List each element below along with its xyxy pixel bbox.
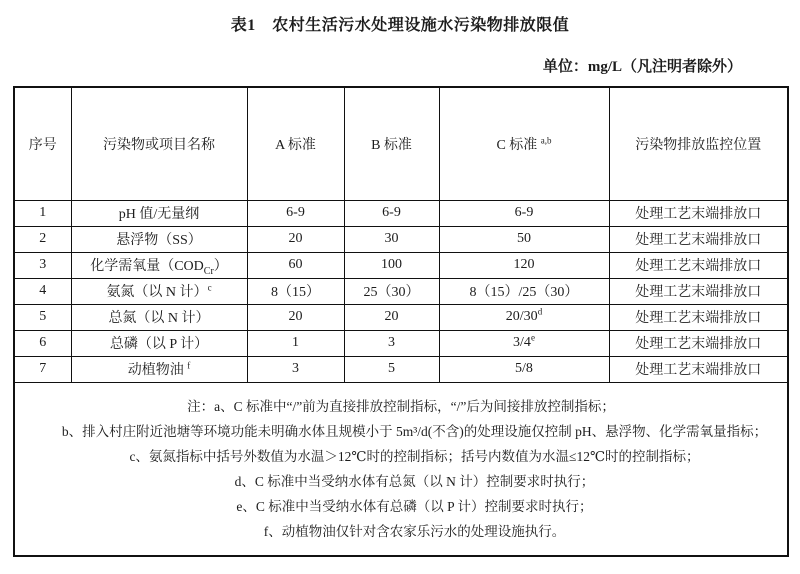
- cell-standard-b: 30: [344, 226, 439, 252]
- header-label: 序号: [28, 137, 57, 153]
- col-header-monitoring-location: [609, 87, 788, 200]
- cell-seq: 1: [14, 200, 71, 226]
- emission-limits-table: [13, 86, 789, 557]
- cell-standard-b: 20: [344, 304, 439, 330]
- cell-standard-c: [439, 278, 609, 304]
- pollutant-name-superscript: f: [187, 360, 191, 371]
- cell-standard-a: 60: [247, 252, 344, 278]
- note-c: c、氨氮指标中括号外数值为水温＞12℃时的控制指标；括号内数值为水温≤12℃时的控制指标；: [129, 448, 700, 464]
- header-label: A 标准: [275, 137, 316, 153]
- pollutant-name-text: 氨氮（以 N 计）: [106, 285, 208, 300]
- pollutant-name-text-end: ）: [213, 259, 228, 274]
- cell-pollutant-name: [71, 226, 247, 252]
- note-f: f、动植物油仅针对含农家乐污水的处理设施执行。: [263, 523, 566, 539]
- standard-c-value: 6-9: [514, 205, 534, 220]
- table-row: [14, 304, 788, 330]
- cell-pollutant-name: [71, 200, 247, 226]
- standard-c-value: 5/8: [515, 361, 533, 376]
- pollutant-name-text: 化学需氧量（COD: [90, 259, 204, 274]
- pollutant-name-subscript: Cr: [203, 265, 214, 277]
- header-superscript: a,b: [540, 135, 552, 146]
- standard-c-value: 50: [517, 231, 531, 246]
- col-header-standard-b: [344, 87, 439, 200]
- notes-row: [14, 382, 788, 556]
- table-row: [14, 278, 788, 304]
- col-header-seq: [14, 87, 71, 200]
- header-label: 污染物排放监控位置: [635, 137, 762, 153]
- cell-standard-a: 6-9: [247, 200, 344, 226]
- notes-cell: [14, 382, 788, 556]
- cell-monitoring-location: 处理工艺末端排放口: [609, 226, 788, 252]
- cell-monitoring-location: 处理工艺末端排放口: [609, 330, 788, 356]
- table-row: [14, 226, 788, 252]
- cell-standard-c: [439, 304, 609, 330]
- cell-standard-a: 20: [247, 226, 344, 252]
- cell-pollutant-name: [71, 356, 247, 382]
- pollutant-name-superscript: c: [207, 282, 212, 293]
- cell-standard-a: 20: [247, 304, 344, 330]
- header-label: B 标准: [371, 137, 412, 153]
- cell-standard-b: 100: [344, 252, 439, 278]
- table-row: [14, 252, 788, 278]
- cell-seq: 6: [14, 330, 71, 356]
- table-row: [14, 356, 788, 382]
- cell-pollutant-name: [71, 278, 247, 304]
- cell-standard-c: [439, 330, 609, 356]
- standard-c-value: 120: [513, 257, 535, 272]
- cell-standard-b: 5: [344, 356, 439, 382]
- standard-c-value: 20/30: [505, 309, 538, 324]
- cell-monitoring-location: 处理工艺末端排放口: [609, 200, 788, 226]
- cell-standard-c: [439, 252, 609, 278]
- pollutant-name-text: pH 值/无量纲: [118, 207, 200, 222]
- standard-c-value: 3/4: [513, 335, 531, 350]
- cell-seq: 4: [14, 278, 71, 304]
- pollutant-name-text: 总磷（以 P 计）: [109, 337, 209, 352]
- note-a: 注：a、C 标准中“/”前为直接排放控制指标，“/”后为间接排放控制指标；: [187, 398, 615, 414]
- cell-standard-a: 1: [247, 330, 344, 356]
- cell-standard-c: [439, 356, 609, 382]
- cell-pollutant-name: [71, 304, 247, 330]
- table-row: [14, 330, 788, 356]
- pollutant-name-text: 悬浮物（SS）: [116, 233, 202, 248]
- table-body: [14, 200, 788, 382]
- table-footer: [14, 382, 788, 556]
- cell-standard-b: 25（30）: [344, 278, 439, 304]
- standard-c-superscript: d: [537, 306, 543, 317]
- cell-monitoring-location: 处理工艺末端排放口: [609, 304, 788, 330]
- cell-seq: 7: [14, 356, 71, 382]
- pollutant-name-text: 动植物油: [127, 363, 188, 378]
- note-d: d、C 标准中当受纳水体有总氮（以 N 计）控制要求时执行；: [234, 473, 595, 489]
- cell-seq: 5: [14, 304, 71, 330]
- table-header: [14, 87, 788, 200]
- cell-monitoring-location: 处理工艺末端排放口: [609, 356, 788, 382]
- cell-standard-c: [439, 200, 609, 226]
- cell-pollutant-name: [71, 252, 247, 278]
- cell-standard-b: 3: [344, 330, 439, 356]
- cell-standard-a: 3: [247, 356, 344, 382]
- col-header-pollutant-name: [71, 87, 247, 200]
- header-label: 污染物或项目名称: [103, 137, 215, 153]
- note-b: b、排入村庄附近池塘等环境功能未明确水体且规模小于 5m³/d(不含)的处理设施仅控制 pH、悬浮物、化学需氧量指标；: [61, 423, 768, 439]
- table-title: 表1 农村生活污水处理设施水污染物排放限值: [230, 17, 570, 34]
- cell-standard-a: 8（15）: [247, 278, 344, 304]
- col-header-standard-c: [439, 87, 609, 200]
- cell-monitoring-location: 处理工艺末端排放口: [609, 252, 788, 278]
- col-header-standard-a: [247, 87, 344, 200]
- unit-note: 单位：mg/L（凡注明者除外）: [542, 59, 742, 75]
- note-e: e、C 标准中当受纳水体有总磷（以 P 计）控制要求时执行；: [236, 498, 593, 514]
- header-label: C 标准: [496, 137, 541, 153]
- cell-seq: 3: [14, 252, 71, 278]
- cell-pollutant-name: [71, 330, 247, 356]
- cell-standard-c: [439, 226, 609, 252]
- pollutant-name-text: 总氮（以 N 计）: [108, 311, 210, 326]
- header-row: [14, 87, 788, 200]
- table-row: [14, 200, 788, 226]
- standard-c-value: 8（15）/25（30）: [469, 285, 579, 300]
- cell-standard-b: 6-9: [344, 200, 439, 226]
- cell-monitoring-location: 处理工艺末端排放口: [609, 278, 788, 304]
- cell-seq: 2: [14, 226, 71, 252]
- standard-c-superscript: e: [530, 332, 535, 343]
